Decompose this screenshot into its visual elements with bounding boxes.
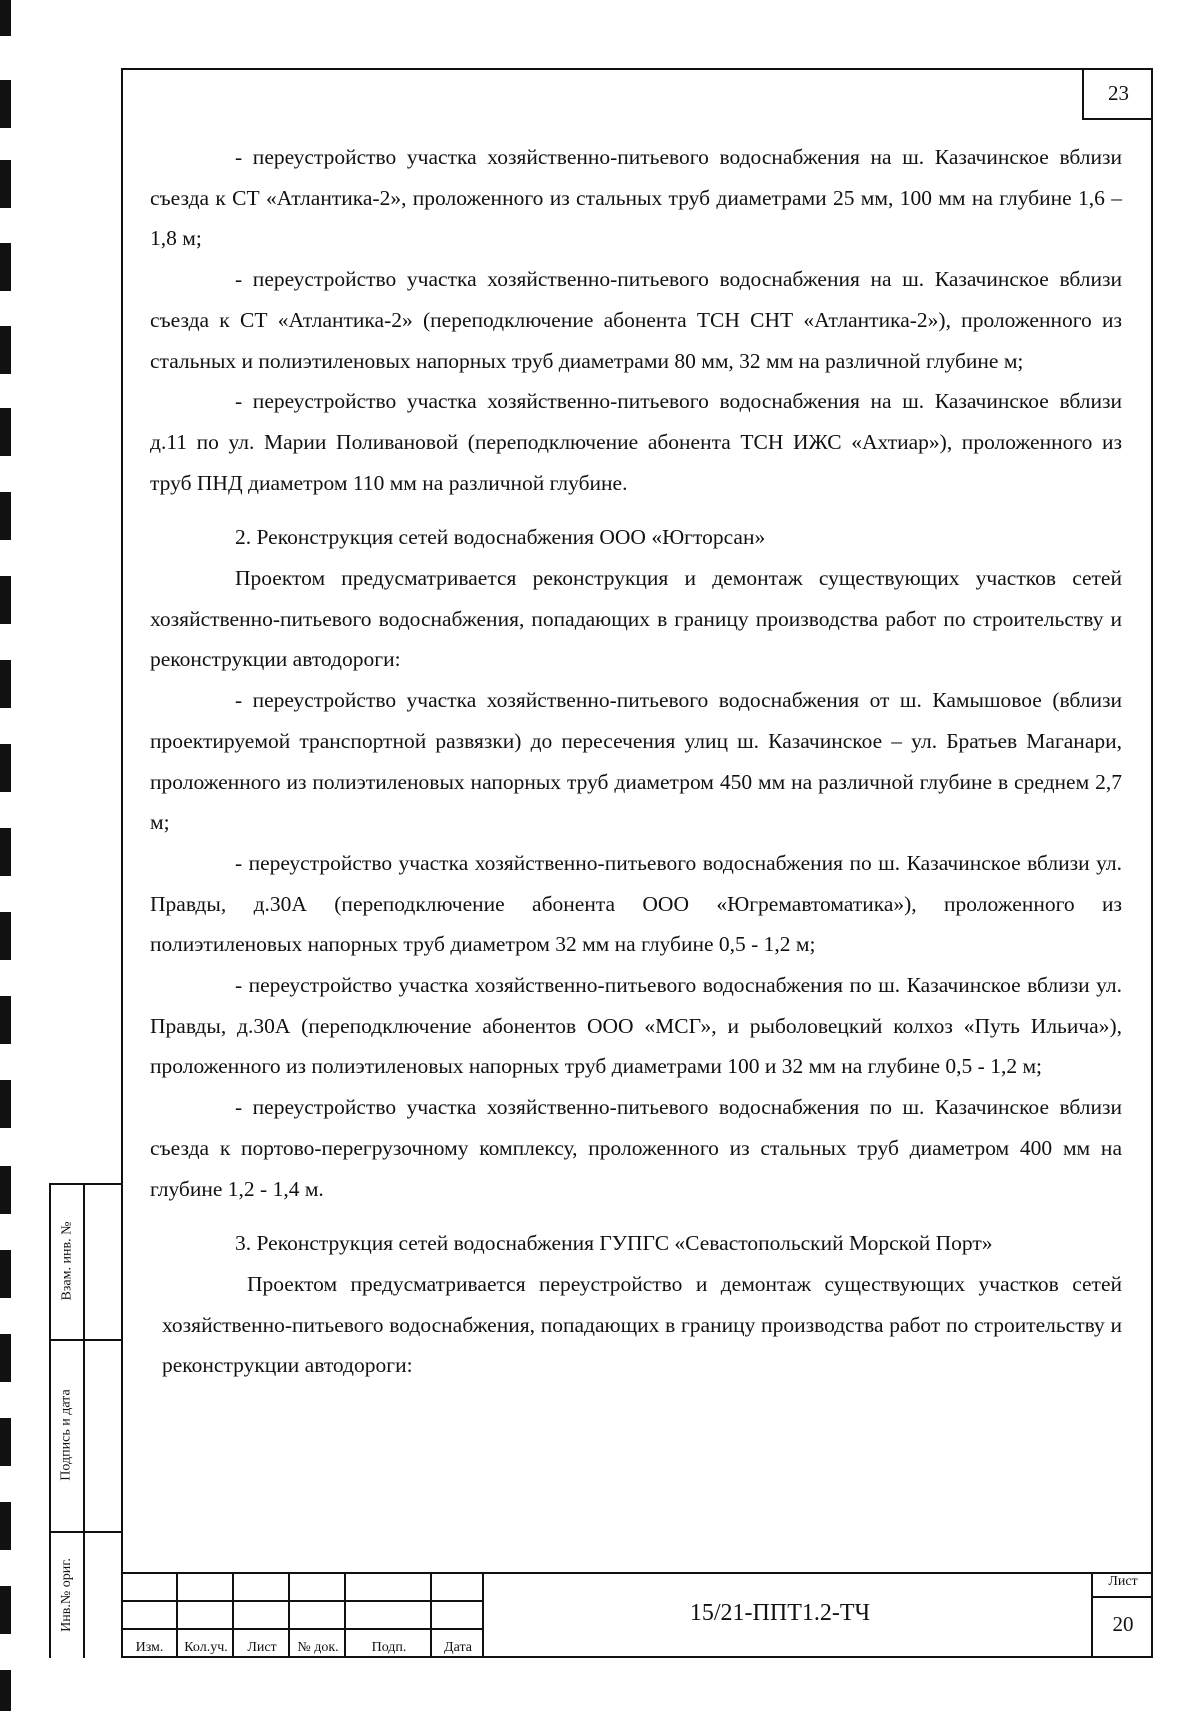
punch-mark — [0, 1080, 11, 1128]
punch-mark — [0, 744, 11, 792]
punch-mark — [0, 492, 11, 540]
punch-mark — [0, 0, 11, 36]
paragraph: Проектом предусматривается реконструкция и демонтаж существующих участков сетей хозяйственно-питьевого водоснабжения, попадающих в границу производства работ по строительству и реконструкции автодороги: — [150, 566, 1122, 672]
sheet-label: Лист — [1108, 1574, 1138, 1589]
side-stamp-value-column — [85, 1183, 121, 1658]
punch-mark — [0, 326, 11, 374]
side-stamp-inv: Инв.№ ориг. — [59, 1557, 75, 1632]
paragraph: - переустройство участка хозяйственно-питьевого водоснабжения на ш. Казачинское вблизи съезда к СТ «Атлантика-2» (переподключение абонента ТСН СНТ «Атлантика-2»), проложенного из стальных и полиэтиленовых напорных труб диаметрами 80 мм, 32 мм на различной глубине м; — [150, 267, 1122, 373]
paragraph: - переустройство участка хозяйственно-питьевого водоснабжения по ш. Казачинское вблизи ул. Правды, д.30А (переподключение абонента ООО «Югремавтоматика»), проложенного из полиэтиленовых напорных труб диаметром 32 мм на глубине 0,5 - 1,2 м; — [150, 850, 1122, 957]
punch-mark — [0, 1166, 11, 1214]
side-stamp-vzam: Взам. инв. № — [59, 1221, 74, 1301]
punch-mark — [0, 1250, 11, 1298]
paragraph: - переустройство участка хозяйственно-питьевого водоснабжения по ш. Казачинское вблизи ул. Правды, д.30А (переподключение абонентов ООО «МСГ», и рыболовецкий колхоз «Путь Ильича»), проложенного из полиэтиленовых напорных труб диаметрами 100 и 32 мм на глубине 0,5 - 1,2 м; — [150, 973, 1122, 1079]
punch-mark — [0, 1502, 11, 1550]
punch-mark — [0, 160, 11, 208]
paragraph: - переустройство участка хозяйственно-питьевого водоснабжения по ш. Казачинское вблизи съезда к портово-перегрузочному комплексу, проложенного из стальных труб диаметром 400 мм на глубине 1,2 - 1,4 м. — [150, 1095, 1122, 1201]
col-n-dok: № док. — [297, 1640, 339, 1655]
punch-mark — [0, 1418, 11, 1466]
document-code: 15/21-ППТ1.2-ТЧ — [689, 1600, 871, 1626]
page-number-top: 23 — [1082, 68, 1153, 120]
punch-mark — [0, 576, 11, 624]
sheet-number: 20 — [1112, 1612, 1134, 1636]
col-data: Дата — [444, 1640, 472, 1655]
punch-mark — [0, 1586, 11, 1634]
punch-mark — [0, 408, 11, 456]
paragraph: - переустройство участка хозяйственно-питьевого водоснабжения на ш. Казачинское вблизи съезда к СТ «Атлантика-2», проложенного из стальных труб диаметрами 25 мм, 100 мм на глубине 1,6 – 1,8 м; — [150, 145, 1122, 251]
punch-mark — [0, 912, 11, 960]
section-heading: 2. Реконструкция сетей водоснабжения ООО «Югторсан» — [235, 525, 766, 550]
paragraph: - переустройство участка хозяйственно-питьевого водоснабжения от ш. Камышовое (вблизи проектируемой транспортной развязки) до пересечения улиц ш. Казачинское – ул. Братьев Маганари, проложенного из полиэтиленовых напорных труб диаметром 450 мм на различной глубине в среднем 2,7 м; — [150, 688, 1122, 835]
punch-mark — [0, 1334, 11, 1382]
body-text — [150, 137, 1122, 1386]
side-stamp — [49, 1183, 121, 1658]
col-izm: Изм. — [135, 1640, 164, 1655]
punch-mark — [0, 660, 11, 708]
paragraph: - переустройство участка хозяйственно-питьевого водоснабжения на ш. Казачинское вблизи д.11 по ул. Марии Поливановой (переподключение абонента ТСН ИЖС «Ахтиар»), проложенного из труб ПНД диаметром 110 мм на различной глубине. — [150, 389, 1122, 495]
punch-mark — [0, 80, 11, 128]
col-podp: Подп. — [371, 1640, 407, 1655]
punch-mark — [0, 996, 11, 1044]
side-stamp-podpis: Подпись и дата — [59, 1389, 75, 1481]
punch-mark — [0, 1670, 11, 1711]
section-heading: 3. Реконструкция сетей водоснабжения ГУПГС «Севастопольский Морской Порт» — [235, 1231, 993, 1256]
paragraph: Проектом предусматривается переустройство и демонтаж существующих участков сетей хозяйственно-питьевого водоснабжения, попадающих в границу производства работ по строительству и реконструкции автодороги: — [162, 1271, 1122, 1378]
col-list: Лист — [247, 1640, 277, 1655]
col-kol-uch: Кол.уч. — [184, 1640, 228, 1655]
punch-mark — [0, 243, 11, 291]
punch-mark — [0, 828, 11, 876]
title-block-sheet-line — [1093, 1596, 1153, 1598]
